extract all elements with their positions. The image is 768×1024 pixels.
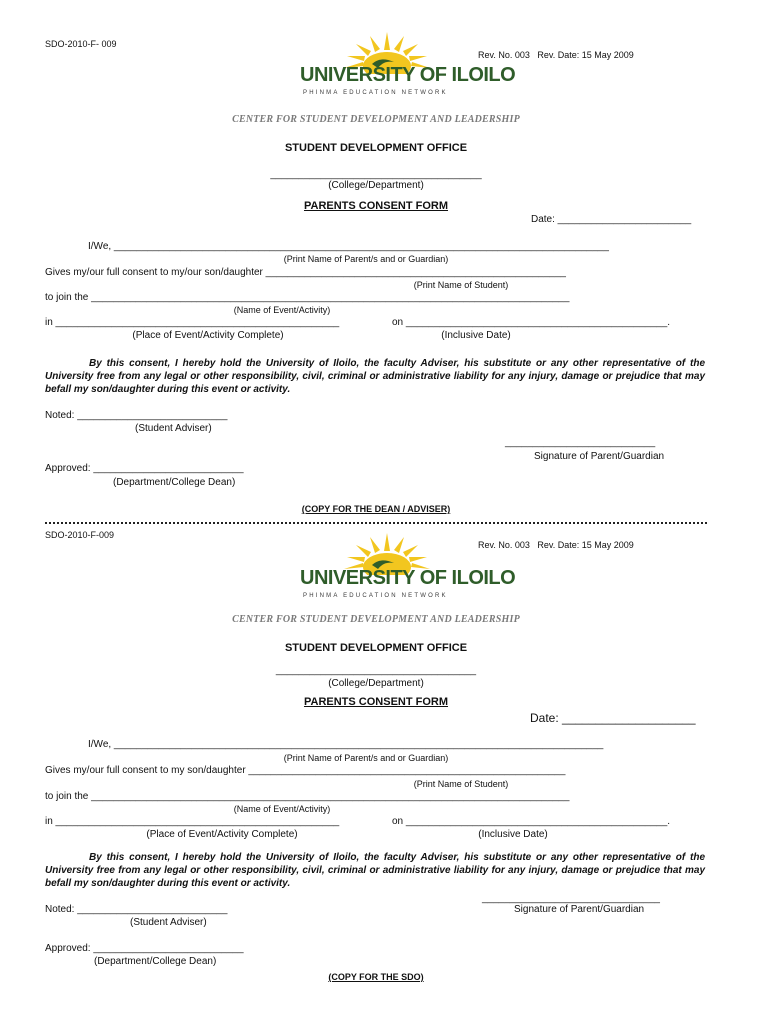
revision-info: Rev. No. 003 Rev. Date: 15 May 2009 [478,540,634,550]
college-label: (College/Department) [328,678,424,689]
university-logo [300,531,516,603]
student-adviser-label: (Student Adviser) [135,423,212,434]
signature-label: Signature of Parent/Guardian [534,451,665,462]
event-field[interactable]: to join the ______________________________________________________________________________________ [45,791,570,802]
logo-network: PHINMA EDUCATION NETWORK [303,90,448,96]
college-field[interactable]: ______________________________________ [270,169,482,180]
student-name-label: (Print Name of Student) [413,280,509,290]
place-field[interactable]: in ___________________________________________________ [45,317,340,328]
signature-field[interactable]: ________________________________ [482,893,660,904]
student-adviser-label: (Student Adviser) [130,917,207,928]
place-label: (Place of Event/Activity Complete) [132,330,284,341]
copy-label: (COPY FOR THE SDO) [328,972,424,982]
office-title: STUDENT DEVELOPMENT OFFICE [284,642,468,654]
student-name-field[interactable]: Gives my/our full consent to my/our son/daughter ______________________________________________________ [45,267,566,278]
consent-paragraph: By this consent, I hereby hold the University of Iloilo, the faculty Adviser, his substitute or any other representative of the University free from any legal or other responsibility, civil, criminal or administrative liability for any injury, damage or prejudice that may befall my son/daughter during this event or activity. [45,358,705,395]
place-field[interactable]: in ___________________________________________________ [45,816,340,827]
form-code: SDO-2010-F-009 [45,530,115,540]
center-name: CENTER FOR STUDENT DEVELOPMENT AND LEADERSHIP [232,614,520,625]
dean-label: (Department/College Dean) [113,477,236,488]
parent-name-label: (Print Name of Parent/s and or Guardian) [283,753,449,763]
university-logo [300,30,516,102]
college-label: (College/Department) [328,180,424,191]
student-name-field[interactable]: Gives my/our full consent to my son/daughter _________________________________________________________ [45,765,566,776]
form-title: PARENTS CONSENT FORM [303,200,449,212]
signature-field[interactable]: ___________________________ [505,437,656,448]
inclusive-date-field[interactable]: on _______________________________________________. [392,317,671,328]
logo-wordmark: UNIVERSITY OF ILOILO [300,567,516,589]
logo-network: PHINMA EDUCATION NETWORK [303,593,448,599]
center-name: CENTER FOR STUDENT DEVELOPMENT AND LEADERSHIP [232,114,520,125]
parent-name-label: (Print Name of Parent/s and or Guardian) [283,254,449,264]
event-label: (Name of Event/Activity) [233,305,331,315]
parent-name-field[interactable]: I/We, _________________________________________________________________________________________ [88,241,609,252]
approved-field[interactable]: Approved: ___________________________ [45,463,244,474]
office-title: STUDENT DEVELOPMENT OFFICE [284,142,468,154]
inclusive-date-label: (Inclusive Date) [478,829,548,840]
approved-field[interactable]: Approved: ___________________________ [45,943,244,954]
noted-field[interactable]: Noted: ___________________________ [45,904,228,915]
college-field[interactable]: ____________________________________ [275,665,477,676]
form-code: SDO-2010-F- 009 [45,39,117,49]
parent-name-field[interactable]: I/We, ________________________________________________________________________________________ [88,739,604,750]
cut-line-divider [45,522,707,524]
copy-label: (COPY FOR THE DEAN / ADVISER) [301,504,451,514]
noted-field[interactable]: Noted: ___________________________ [45,410,228,421]
inclusive-date-label: (Inclusive Date) [441,330,511,341]
form-title: PARENTS CONSENT FORM [303,696,449,708]
dean-label: (Department/College Dean) [94,956,217,967]
student-name-label: (Print Name of Student) [413,779,509,789]
revision-info: Rev. No. 003 Rev. Date: 15 May 2009 [478,50,634,60]
signature-label: Signature of Parent/Guardian [514,904,645,915]
event-label: (Name of Event/Activity) [233,804,331,814]
place-label: (Place of Event/Activity Complete) [146,829,298,840]
date-field[interactable]: Date: ____________________ [530,711,696,725]
inclusive-date-field[interactable]: on _______________________________________________. [392,816,671,827]
logo-wordmark: UNIVERSITY OF ILOILO [300,64,516,86]
event-field[interactable]: to join the ______________________________________________________________________________________ [45,292,570,303]
consent-paragraph: By this consent, I hereby hold the University of Iloilo, the faculty Adviser, his substitute or any other representative of the University free from any legal or other responsibility, civil, criminal or administrative liability for any injury, damage or prejudice that may befall my son/daughter during this event or activity. [45,852,705,889]
date-field[interactable]: Date: ________________________ [531,214,692,225]
